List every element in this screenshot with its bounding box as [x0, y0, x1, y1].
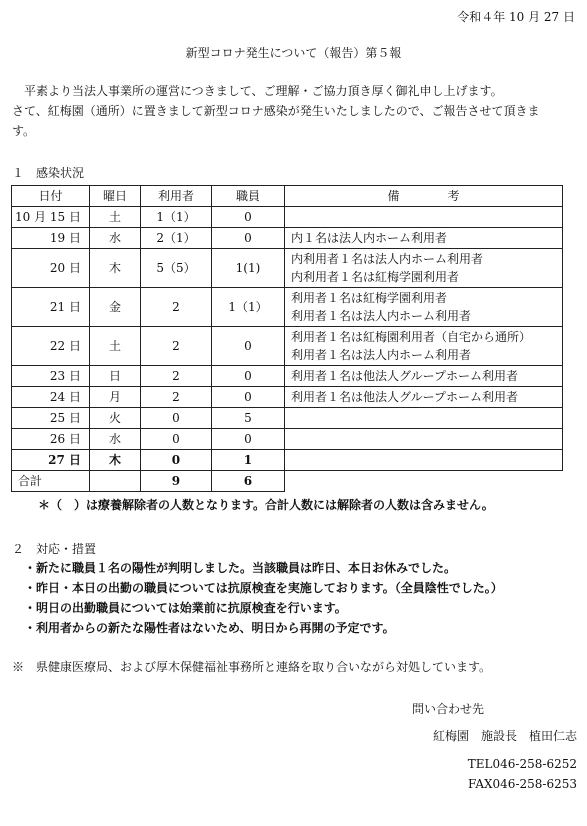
note-line: 内利用者１名は法人内ホーム利用者 [290, 252, 483, 266]
cell-staff: 0 [211, 207, 284, 228]
cell-staff: 0 [211, 387, 284, 408]
cell-users: 1（1） [140, 207, 211, 228]
cell-day: 水 [89, 429, 140, 450]
table-header-row [12, 186, 563, 207]
total-users: 9 [140, 471, 211, 492]
cell-date: 20 日 [12, 249, 90, 288]
cell-date: 25 日 [12, 408, 90, 429]
table-row [12, 288, 563, 327]
cell-notes [284, 228, 562, 249]
infection-table [11, 185, 563, 492]
table-row [12, 207, 563, 228]
intro-line-3: す。 [12, 124, 36, 138]
cell-users: 2 [140, 387, 211, 408]
cell-date: 26 日 [12, 429, 90, 450]
cell-day: 日 [89, 366, 140, 387]
cell-users: 5（5） [140, 249, 211, 288]
cell-staff: 0 [211, 366, 284, 387]
total-row [12, 471, 563, 492]
cell-notes [284, 366, 562, 387]
note-line: 利用者１名は他法人グループホーム利用者 [290, 390, 519, 404]
measure-item: ・新たに職員１名の陽性が判明しました。当該職員は昨日、本日お休みでした。 [24, 561, 457, 575]
table-row [12, 249, 563, 288]
cell-date: 27 日 [12, 450, 90, 471]
cell-staff: 0 [211, 429, 284, 450]
table-row [12, 450, 563, 471]
cell-users: 0 [140, 429, 211, 450]
contact-heading: 問い合わせ先 [412, 702, 485, 716]
section-1-title: １ 感染状況 [12, 166, 85, 180]
table-row [12, 429, 563, 450]
cell-users: 2（1） [140, 228, 211, 249]
cell-date: 23 日 [12, 366, 90, 387]
note-line: 利用者１名は法人内ホーム利用者 [290, 348, 471, 362]
cell-users: 0 [140, 450, 211, 471]
table-row [12, 408, 563, 429]
cell-day: 金 [89, 288, 140, 327]
note-line: 利用者１名は他法人グループホーム利用者 [290, 369, 519, 383]
cell-day: 土 [89, 327, 140, 366]
cell-day: 火 [89, 408, 140, 429]
cell-notes [284, 429, 562, 450]
total-label: 合計 [12, 471, 90, 492]
table-row [12, 387, 563, 408]
cell-notes [284, 207, 562, 228]
header-notes: 備 考 [284, 186, 562, 207]
total-staff: 6 [211, 471, 284, 492]
header-staff: 職員 [211, 186, 284, 207]
table-row [12, 228, 563, 249]
cell-staff: 5 [211, 408, 284, 429]
total-empty [89, 471, 140, 492]
cell-notes [284, 249, 562, 288]
cell-day: 水 [89, 228, 140, 249]
intro-line-1: 平素より当法人事業所の運営につきまして、ご理解・ご協力頂き厚く御礼申し上げます。 [24, 84, 503, 98]
table-note: ＊（ ）は療養解除者の人数となります。合計人数には解除者の人数は含みません。 [38, 498, 494, 512]
cell-notes [284, 288, 562, 327]
measure-item: ・昨日・本日の出勤の職員については抗原検査を実施しております。（全員陰性でした。） [24, 581, 503, 595]
cell-users: 2 [140, 288, 211, 327]
cell-date: 19 日 [12, 228, 90, 249]
cell-staff: 1(1) [211, 249, 284, 288]
note-line: 内１名は法人内ホーム利用者 [290, 231, 447, 245]
footnote: ※ 県健康医療局、および厚木保健福祉事務所と連絡を取り合いながら対処しています。 [12, 660, 492, 674]
cell-notes [284, 450, 562, 471]
note-line: 利用者１名は法人内ホーム利用者 [290, 309, 471, 323]
measure-item: ・利用者からの新たな陽性者はないため、明日から再開の予定です。 [24, 621, 395, 635]
cell-date: 22 日 [12, 327, 90, 366]
contact-name: 紅梅園 施設長 植田仁志 [432, 729, 577, 743]
table-row [12, 366, 563, 387]
section-2-title: ２ 対応・措置 [12, 542, 97, 556]
cell-notes [284, 408, 562, 429]
cell-users: 2 [140, 366, 211, 387]
note-line: 利用者１名は紅梅学園利用者 [290, 291, 447, 305]
cell-staff: 1 [211, 450, 284, 471]
cell-notes [284, 387, 562, 408]
contact-tel: TEL046-258-6252 [467, 757, 577, 771]
header-users: 利用者 [140, 186, 211, 207]
cell-staff: 0 [211, 228, 284, 249]
document-date: 令和４年 10 月 27 日 [457, 10, 575, 24]
measure-item: ・明日の出勤職員については始業前に抗原検査を行います。 [24, 601, 347, 615]
cell-date: 10 月 15 日 [12, 207, 90, 228]
cell-staff: 0 [211, 327, 284, 366]
intro-line-2: さて、紅梅園（通所）に置きまして新型コロナ感染が発生いたしましたので、ご報告させて頂きま [12, 104, 540, 118]
cell-day: 木 [89, 249, 140, 288]
contact-fax: FAX046-258-6253 [468, 777, 577, 791]
cell-day: 木 [89, 450, 140, 471]
document-title: 新型コロナ発生について（報告）第５報 [185, 46, 402, 60]
cell-users: 2 [140, 327, 211, 366]
cell-notes [284, 327, 562, 366]
note-line: 内利用者１名は紅梅学園利用者 [290, 270, 459, 284]
cell-users: 0 [140, 408, 211, 429]
cell-staff: 1（1） [211, 288, 284, 327]
cell-date: 21 日 [12, 288, 90, 327]
cell-day: 土 [89, 207, 140, 228]
table-row [12, 327, 563, 366]
header-day: 曜日 [89, 186, 140, 207]
table-body [12, 207, 563, 492]
header-date: 日付 [12, 186, 90, 207]
cell-day: 月 [89, 387, 140, 408]
note-line: 利用者１名は紅梅園利用者（自宅から通所） [290, 330, 531, 344]
cell-date: 24 日 [12, 387, 90, 408]
